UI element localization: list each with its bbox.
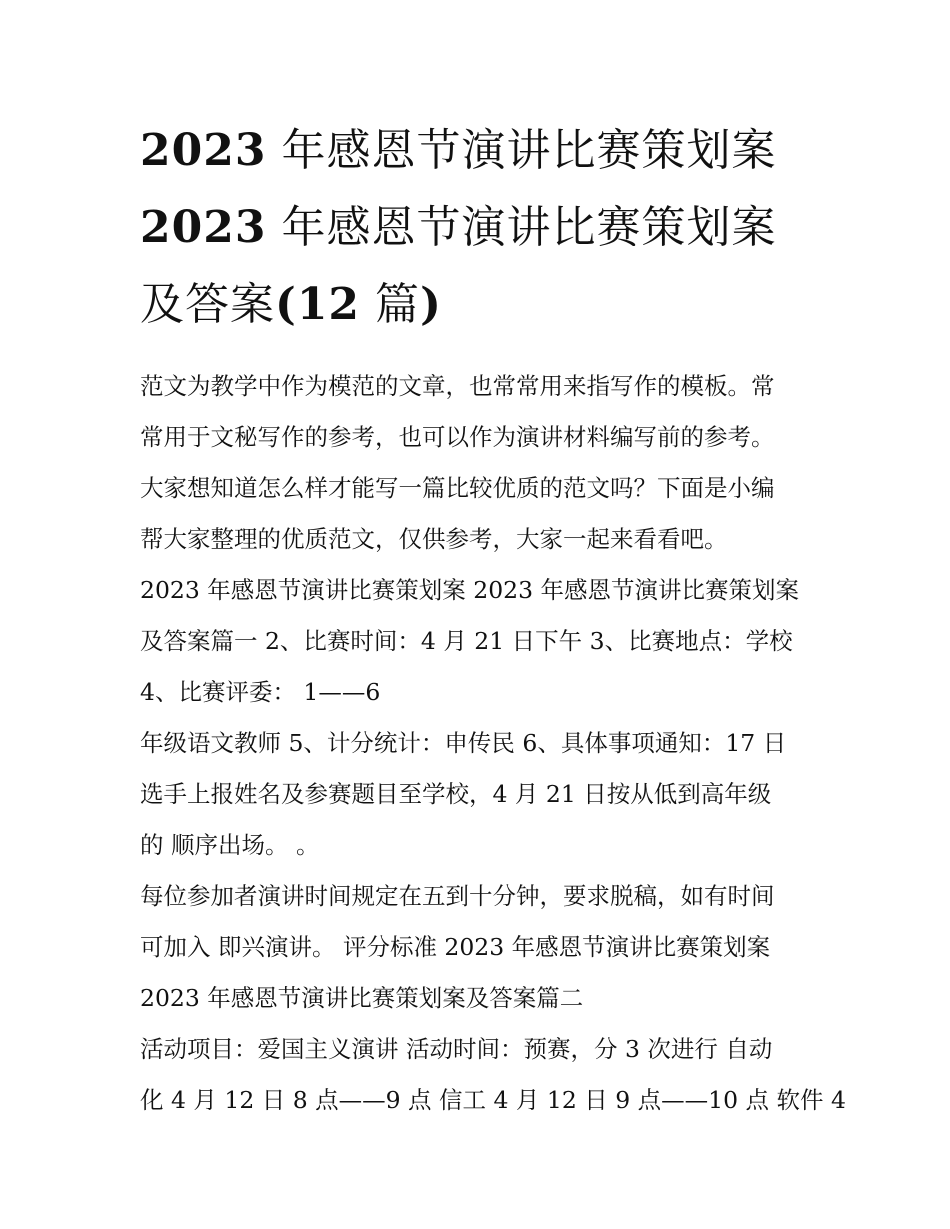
text-line: 常用于文秘写作的参考，也可以作为演讲材料编写前的参考。 xyxy=(140,423,775,451)
text-line: 选手上报姓名及参赛题目至学校，4 月 21 日按从低到高年级 xyxy=(140,780,772,808)
document-body xyxy=(140,361,846,1126)
title-line-3: 及答案(12 篇) xyxy=(140,279,442,330)
text-line: 范文为教学中作为模范的文章，也常常用来指写作的模板。常 xyxy=(140,372,775,400)
text-line: 可加入 即兴演讲。 评分标准 2023 年感恩节演讲比赛策划案 xyxy=(140,933,771,961)
text-line: 及答案篇一 2、比赛时间：4 月 21 日下午 3、比赛地点：学校 xyxy=(140,627,793,655)
section-one-paragraph xyxy=(140,565,820,718)
text-line: 大家想知道怎么样才能写一篇比较优质的范文吗？下面是小编 xyxy=(140,474,775,502)
title-line-1: 2023 年感恩节演讲比赛策划案 xyxy=(140,125,777,176)
text-line: 每位参加者演讲时间规定在五到十分钟，要求脱稿，如有时间 xyxy=(140,882,775,910)
rules-paragraph xyxy=(140,871,820,1024)
text-line: 2023 年感恩节演讲比赛策划案及答案篇二 xyxy=(140,984,584,1012)
text-line: 2023 年感恩节演讲比赛策划案 2023 年感恩节演讲比赛策划案 xyxy=(140,576,800,604)
text-line: 4、比赛评委： 1——6 xyxy=(140,678,381,706)
title-line-2: 2023 年感恩节演讲比赛策划案 xyxy=(140,202,777,253)
text-line: 的 顺序出场。 。 xyxy=(140,831,320,859)
text-line: 年级语文教师 5、计分统计：申传民 6、具体事项通知：17 日 xyxy=(140,729,787,757)
text-line: 帮大家整理的优质范文，仅供参考，大家一起来看看吧。 xyxy=(140,525,728,553)
activity-paragraph xyxy=(140,1024,846,1126)
notice-paragraph xyxy=(140,718,820,871)
document-title xyxy=(140,112,820,343)
document-page xyxy=(140,112,846,1126)
text-line: 化 4 月 12 日 8 点——9 点 信工 4 月 12 日 9 点——10 点 软件 4 xyxy=(140,1086,846,1114)
text-line: 活动项目：爱国主义演讲 活动时间：预赛，分 3 次进行 自动 xyxy=(140,1035,773,1063)
intro-paragraph xyxy=(140,361,820,565)
